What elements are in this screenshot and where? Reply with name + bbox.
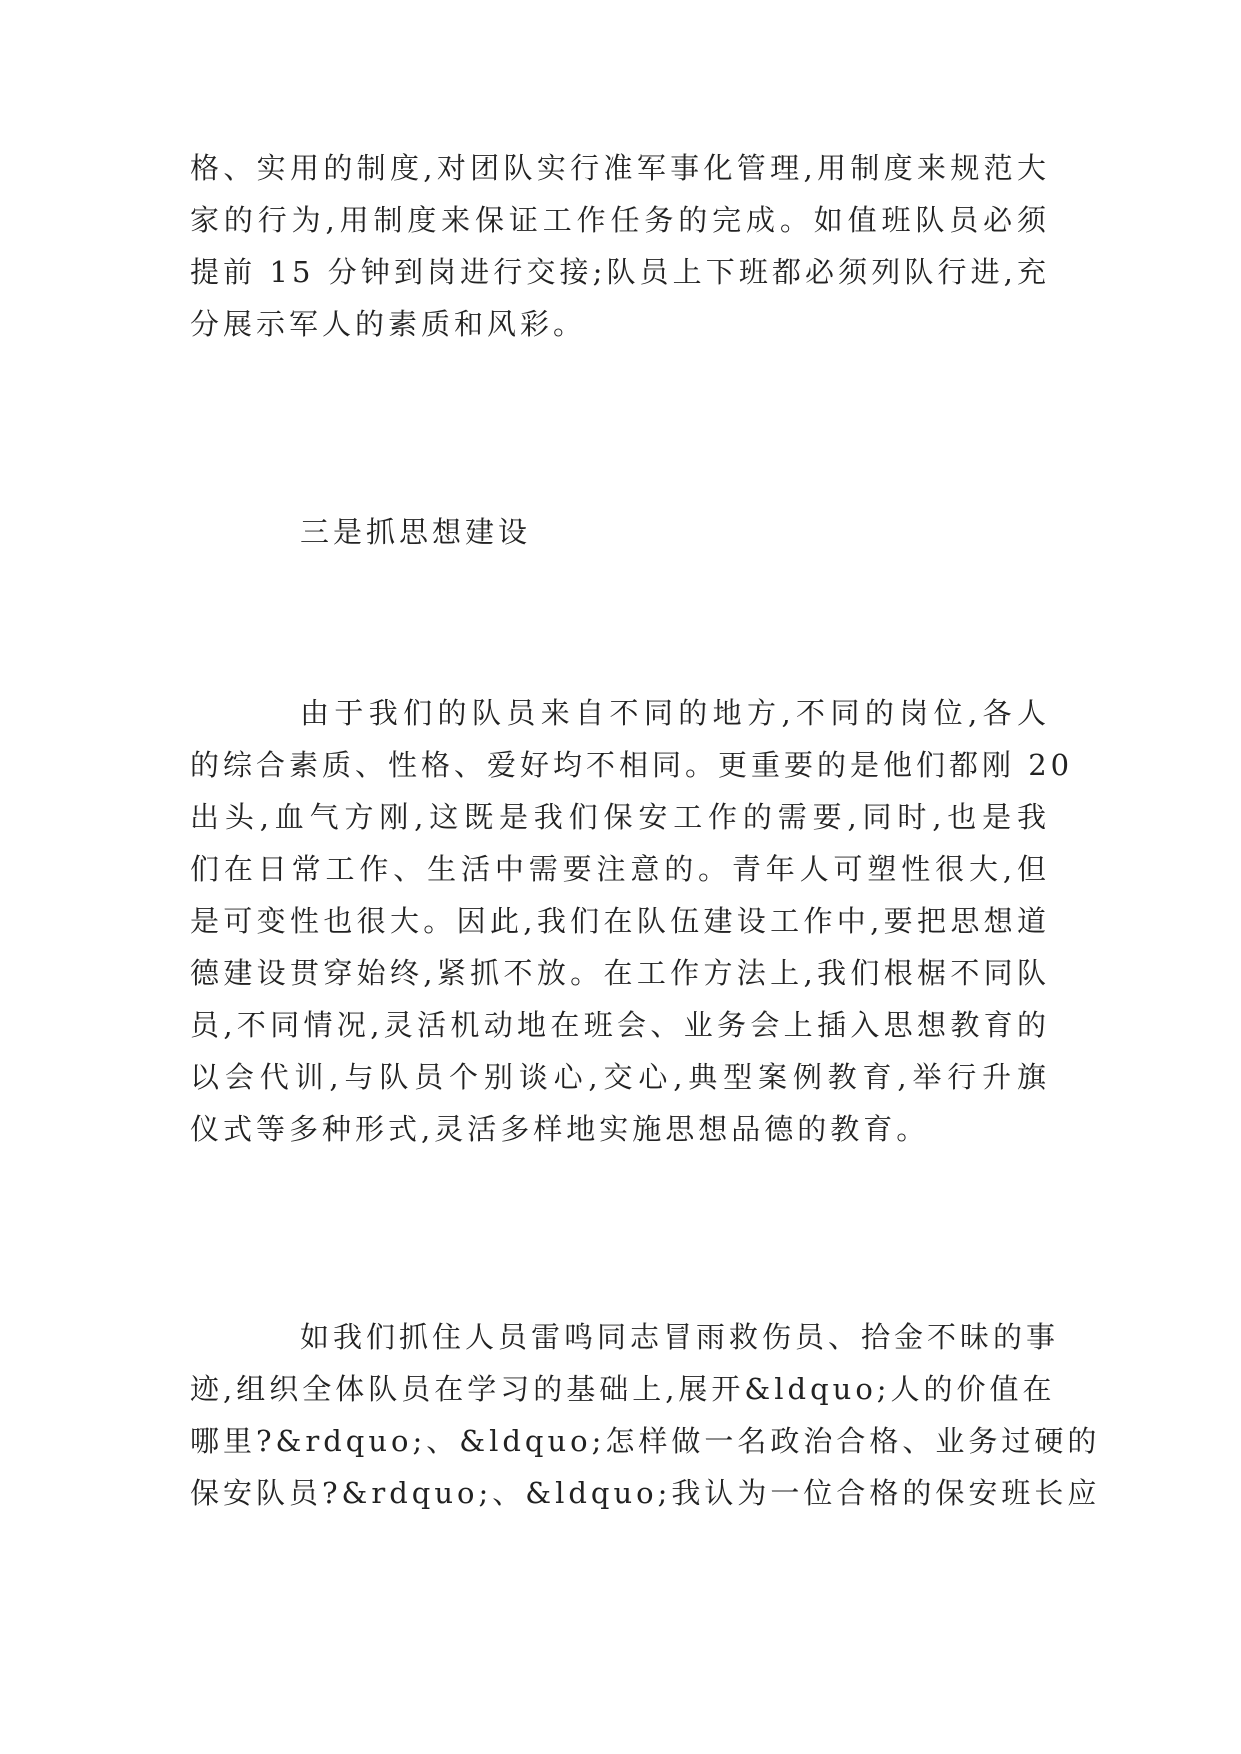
- paragraph-3-line-2: 迹,组织全体队员在学习的基础上,展开&ldquo;人的价值在: [190, 1372, 1056, 1406]
- paragraph-3-line-1: 如我们抓住人员雷鸣同志冒雨救伤员、拾金不昧的事: [300, 1320, 1060, 1354]
- paragraph-1-line-2: 家的行为,用制度来保证工作任务的完成。如值班队员必须: [190, 203, 1050, 237]
- paragraph-3-line-3: 哪里?&rdquo;、&ldquo;怎样做一名政治合格、业务过硬的: [190, 1424, 1101, 1458]
- paragraph-2-line-5: 是可变性也很大。因此,我们在队伍建设工作中,要把思想道: [190, 904, 1050, 938]
- section-heading: 三是抓思想建设: [300, 515, 532, 549]
- paragraph-2-line-7: 员,不同情况,灵活机动地在班会、业务会上插入思想教育的: [190, 1008, 1050, 1042]
- paragraph-2-line-4: 们在日常工作、生活中需要注意的。青年人可塑性很大,但: [190, 852, 1050, 886]
- paragraph-3-line-4: 保安队员?&rdquo;、&ldquo;我认为一位合格的保安班长应: [190, 1476, 1101, 1510]
- paragraph-1-line-3: 提前 15 分钟到岗进行交接;队员上下班都必须列队行进,充: [190, 255, 1050, 289]
- paragraph-2-line-2: 的综合素质、性格、爱好均不相同。更重要的是他们都刚 20: [190, 748, 1074, 782]
- paragraph-1-line-1: 格、实用的制度,对团队实行准军事化管理,用制度来规范大: [190, 151, 1050, 185]
- paragraph-1-line-4: 分展示军人的素质和风彩。: [190, 307, 587, 341]
- paragraph-2-line-3: 出头,血气方刚,这既是我们保安工作的需要,同时,也是我: [190, 800, 1050, 834]
- paragraph-2-line-9: 仪式等多种形式,灵活多样地实施思想品德的教育。: [190, 1112, 930, 1146]
- paragraph-2-line-6: 德建设贯穿始终,紧抓不放。在工作方法上,我们根椐不同队: [190, 956, 1050, 990]
- paragraph-2-line-1: 由于我们的队员来自不同的地方,不同的岗位,各人: [300, 696, 1050, 730]
- paragraph-2-line-8: 以会代训,与队员个别谈心,交心,典型案例教育,举行升旗: [190, 1060, 1050, 1094]
